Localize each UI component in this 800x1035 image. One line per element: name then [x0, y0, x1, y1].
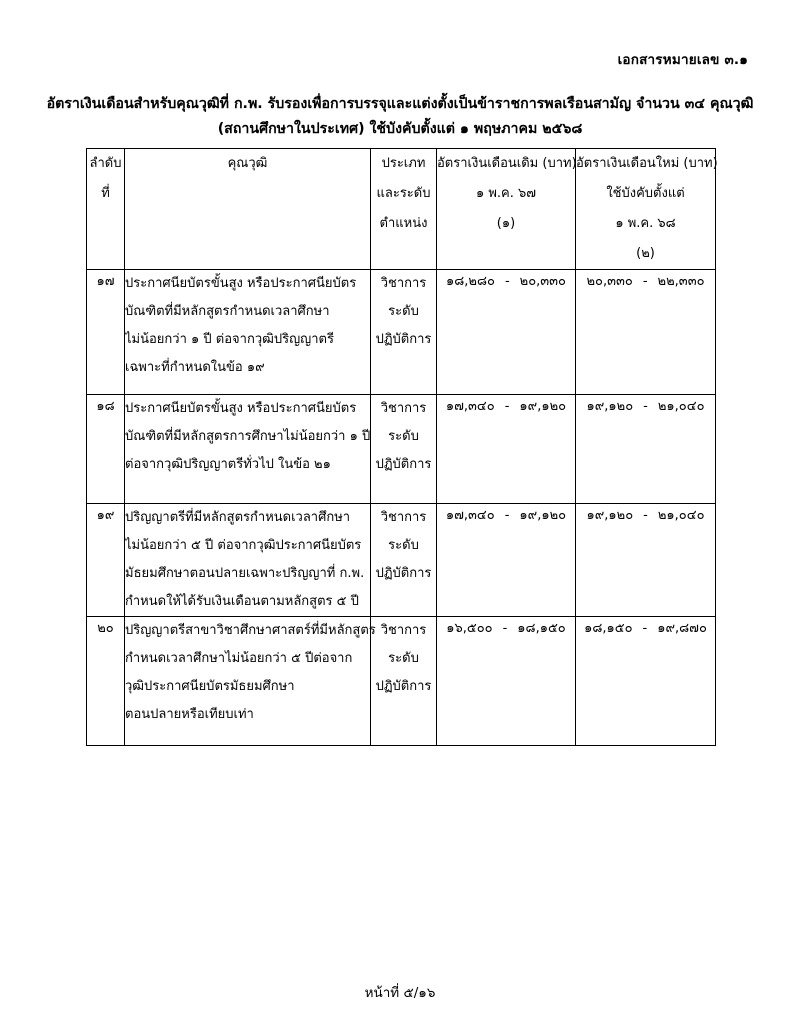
document-number: เอกสารหมายเลข ๓.๑ [617, 52, 748, 68]
page-footer: หน้าที่ ๕/๑๖ [364, 985, 436, 1001]
row-old-salary-range: ๑๗,๓๔๐ - ๑๙,๑๒๐ [437, 504, 576, 617]
salary-rate-table [86, 148, 716, 746]
row-old-salary-range: ๑๗,๓๔๐ - ๑๙,๑๒๐ [437, 395, 576, 504]
row-qualification: ประกาศนียบัตรขั้นสูง หรือประกาศนียบัตร บัณฑิตที่มีหลักสูตรกำหนดเวลาศึกษา ไม่น้อยกว่า ๑ ปี ต่อจากวุฒิปริญญาตรี เฉพาะที่กำหนดในข้อ ๑๙ [125, 270, 371, 395]
row-new-salary-range: ๑๘,๑๕๐ - ๑๙,๘๗๐ [576, 617, 716, 746]
row-number: ๑๗ [87, 270, 125, 395]
row-qualification: ปริญญาตรีที่มีหลักสูตรกำหนดเวลาศึกษา ไม่น้อยกว่า ๕ ปี ต่อจากวุฒิประกาศนียบัตร มัธยมศึกษาตอนปลายเฉพาะปริญญาที่ ก.พ. กำหนดให้ได้รับเงินเดือนตามหลักสูตร ๕ ปี [125, 504, 371, 617]
table-body [87, 270, 716, 746]
row-number: ๑๘ [87, 395, 125, 504]
table-row [87, 270, 716, 395]
row-position-type: วิชาการ ระดับ ปฏิบัติการ [371, 395, 437, 504]
column-header-position-type: ประเภท และระดับ ตำแหน่ง [371, 149, 437, 270]
row-new-salary-range: ๑๙,๑๒๐ - ๒๑,๐๔๐ [576, 504, 716, 617]
column-header-qualification: คุณวุฒิ [125, 149, 371, 270]
row-new-salary-range: ๑๙,๑๒๐ - ๒๑,๐๔๐ [576, 395, 716, 504]
row-number: ๒๐ [87, 617, 125, 746]
table-row [87, 617, 716, 746]
row-position-type: วิชาการ ระดับ ปฏิบัติการ [371, 504, 437, 617]
row-new-salary-range: ๒๐,๓๓๐ - ๒๒,๓๓๐ [576, 270, 716, 395]
row-qualification: ประกาศนียบัตรขั้นสูง หรือประกาศนียบัตร บัณฑิตที่มีหลักสูตรการศึกษาไม่น้อยกว่า ๑ ปี ต่อจากวุฒิปริญญาตรีทั่วไป ในข้อ ๒๑ [125, 395, 371, 504]
row-old-salary-range: ๑๖,๕๐๐ - ๑๘,๑๕๐ [437, 617, 576, 746]
row-position-type: วิชาการ ระดับ ปฏิบัติการ [371, 617, 437, 746]
title-line-2: (สถานศึกษาในประเทศ) ใช้บังคับตั้งแต่ ๑ พฤษภาคม ๒๕๖๘ [217, 121, 583, 137]
table-row [87, 504, 716, 617]
document-title [0, 92, 800, 142]
row-number: ๑๙ [87, 504, 125, 617]
row-position-type: วิชาการ ระดับ ปฏิบัติการ [371, 270, 437, 395]
table-header-row [87, 149, 716, 270]
column-header-no: ลำดับ ที่ [87, 149, 125, 270]
table-row [87, 395, 716, 504]
row-qualification: ปริญญาตรีสาขาวิชาศึกษาศาสตร์ที่มีหลักสูตร กำหนดเวลาศึกษาไม่น้อยกว่า ๕ ปีต่อจาก วุฒิประกาศนียบัตรมัธยมศึกษา ตอนปลายหรือเทียบเท่า [125, 617, 371, 746]
column-header-new-salary: อัตราเงินเดือนใหม่ (บาท) ใช้บังคับตั้งแต่ ๑ พ.ค. ๖๘ (๒) [576, 149, 716, 270]
row-old-salary-range: ๑๘,๒๘๐ - ๒๐,๓๓๐ [437, 270, 576, 395]
column-header-old-salary: อัตราเงินเดือนเดิม (บาท) ๑ พ.ค. ๖๗ (๑) [437, 149, 576, 270]
title-line-1: อัตราเงินเดือนสำหรับคุณวุฒิที่ ก.พ. รับรองเพื่อการบรรจุและแต่งตั้งเป็นข้าราชการพลเรือนสามัญ จำนวน ๓๔ คุณวุฒิ [46, 96, 754, 112]
